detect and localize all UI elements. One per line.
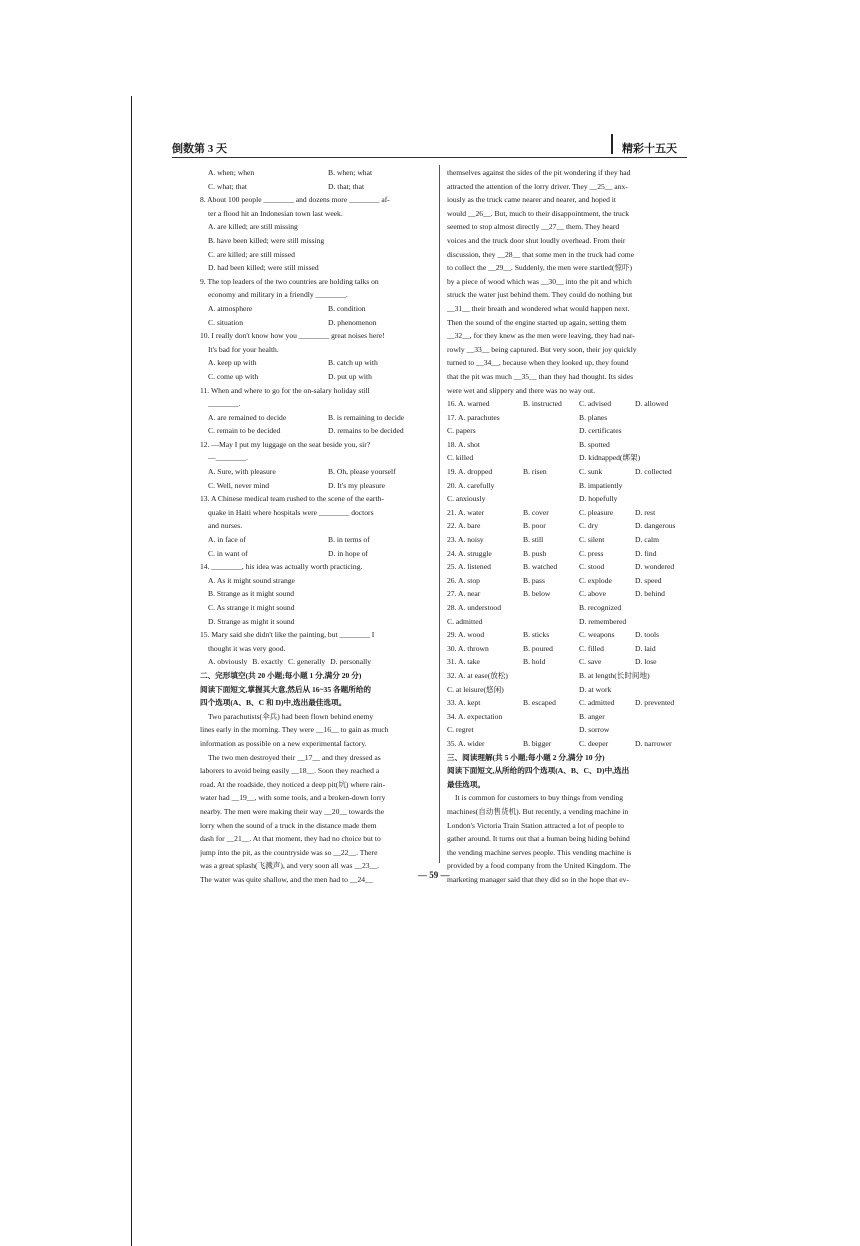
text-line: Two parachutists(伞兵) had been flown behind enemy	[208, 711, 374, 721]
text-line: provided by a food company from the United Kingdom. The	[447, 861, 631, 871]
section-heading: 四个选项(A、B、C 和 D)中,选出最佳选项。	[200, 698, 347, 708]
answer-options	[200, 479, 433, 493]
text-line: quake in Haiti where hospitals were ________ doctors	[208, 507, 374, 517]
text-line: that the pit was much __35__ than they had thought. Its sides	[447, 371, 634, 381]
option: C. killed	[447, 453, 474, 463]
option: B. cover	[523, 507, 549, 517]
option: C. save	[579, 657, 602, 667]
text-line: It is common for customers to buy things from vending	[455, 793, 624, 803]
text-line: water had __19__, with some tools, and a broken-down lorry	[200, 793, 386, 803]
option: D. speed	[635, 575, 662, 585]
option: D. put up with	[328, 371, 372, 381]
answer-options	[447, 560, 687, 574]
answer-options	[447, 615, 687, 629]
answer-options	[200, 180, 433, 194]
text-line: was a great splash(飞溅声), and very soon all was __23__.	[200, 861, 380, 871]
option: C. press	[579, 548, 604, 558]
option: C. Well, never mind	[208, 480, 270, 490]
text-line: were wet and slippery and there was no way out.	[447, 385, 596, 395]
answer-options	[447, 601, 687, 615]
option: B. condition	[328, 303, 366, 313]
answer-options	[447, 533, 687, 547]
text-line: economy and military in a friendly ________.	[208, 290, 348, 300]
text-line: iously as the truck came nearer and nearer, and hoped it	[447, 195, 617, 205]
text-line: C. are killed; are still missed	[208, 249, 295, 259]
answer-options	[447, 574, 687, 588]
option	[523, 601, 579, 615]
option: C. deeper	[579, 738, 609, 748]
option: A. are remained to decide	[208, 412, 287, 422]
option: D. allowed	[635, 399, 669, 409]
option: D. at work	[579, 684, 612, 694]
page-number: — 59 —	[418, 870, 450, 880]
answer-options	[447, 683, 687, 697]
section-heading: 阅读下面短文,掌握其大意,然后从 16~35 各题所给的	[200, 684, 372, 694]
option	[523, 438, 579, 452]
answer-options	[447, 411, 687, 425]
option: A. in face of	[208, 535, 246, 545]
option: B. is remaining to decide	[328, 412, 405, 422]
option: 35. A. wider	[447, 738, 485, 748]
text-line: 9. The top leaders of the two countries are holding talks on	[200, 276, 379, 286]
text-line: lines early in the morning. They were __16__ to gain as much	[200, 725, 389, 735]
option: D. dangerous	[635, 521, 676, 531]
right-column	[447, 166, 687, 886]
option: D. remains to be decided	[328, 426, 404, 436]
answer-options	[447, 723, 687, 737]
option: B. in terms of	[328, 535, 370, 545]
text-line: seemed to stop almost directly __27__ them. They heard	[447, 222, 620, 232]
option: D. hopefully	[579, 494, 618, 504]
answer-options	[200, 166, 433, 180]
option: D. find	[635, 548, 657, 558]
text-line: The water was quite shallow, and the men had to __24__	[200, 874, 373, 884]
text-line: dash for __21__. At that moment, they had no choice but to	[200, 834, 381, 844]
option: 21. A. water	[447, 507, 485, 517]
text-line: information as possible on a new experimental factory.	[200, 738, 367, 748]
option: D. wondered	[635, 562, 675, 572]
answer-options	[447, 669, 687, 683]
option: D. lose	[635, 657, 657, 667]
option: 31. A. take	[447, 657, 480, 667]
text-line: laborers to avoid being easily __18__. Soon they reached a	[200, 766, 380, 776]
option: 16. A. warned	[447, 399, 490, 409]
option: C. papers	[447, 426, 476, 436]
text-line: ter a flood hit an Indonesian town last week.	[208, 208, 343, 218]
text-line: machines(自动售货机). But recently, a vending machine in	[447, 806, 629, 816]
option: B. push	[523, 548, 547, 558]
option: C. dry	[579, 521, 598, 531]
answer-options	[447, 424, 687, 438]
text-line: thought it was very good.	[208, 643, 286, 653]
text-line: to collect the __29__. Suddenly, the men were startled(惊吓)	[447, 263, 633, 273]
option: C. above	[579, 589, 606, 599]
left-column	[200, 166, 433, 886]
option: B. hold	[523, 657, 546, 667]
answer-options	[200, 465, 433, 479]
text-line: C. As strange it might sound	[208, 603, 295, 612]
option: B. recognized	[579, 603, 622, 612]
option: 33. A. kept	[447, 698, 481, 708]
text-line: It's bad for your health.	[208, 344, 279, 354]
option: D. It's my pleasure	[328, 480, 386, 490]
option: 26. A. stop	[447, 575, 480, 585]
option: C. admitted	[579, 698, 615, 708]
option	[523, 723, 579, 737]
option: B. at length(长时间地)	[579, 670, 650, 680]
option: D. collected	[635, 467, 672, 477]
answer-options	[447, 655, 687, 669]
option: B. still	[523, 535, 544, 545]
option	[523, 479, 579, 493]
text-line: struck the water just behind them. They could do nothing but	[447, 290, 633, 300]
section-heading: 最佳选项。	[447, 779, 485, 789]
option: B. escaped	[523, 698, 556, 708]
text-line: themselves against the sides of the pit wondering if they had	[447, 168, 631, 177]
answer-options	[200, 411, 433, 425]
answer-options	[200, 547, 433, 561]
option: B. sticks	[523, 630, 550, 640]
option: 17. A. parachutes	[447, 412, 500, 422]
option: D. kidnapped(绑架)	[579, 453, 641, 463]
answer-options	[447, 465, 687, 479]
option: B. exactly	[252, 657, 284, 667]
text-line: by a piece of wood which was __30__ into the pit and which	[447, 276, 632, 286]
text-line: A. As it might sound strange	[208, 575, 295, 585]
option: D. in hope of	[328, 548, 369, 558]
option: D. sorrow	[579, 725, 610, 735]
option: A. atmosphere	[208, 303, 253, 313]
answer-options	[447, 696, 687, 710]
option: 19. A. dropped	[447, 467, 493, 477]
option: A. when; when	[208, 168, 255, 177]
option: 30. A. thrown	[447, 643, 489, 653]
option: C. silent	[579, 535, 605, 545]
option: B. spotted	[579, 439, 610, 449]
option: C. admitted	[447, 616, 483, 626]
text-line: rowly __33__ being captured. But very soon, their joy quickly	[447, 344, 637, 354]
option	[523, 669, 579, 683]
answer-options	[447, 642, 687, 656]
section-heading: 三、阅读理解(共 5 小题;每小题 2 分,满分 10 分)	[447, 752, 605, 762]
section-heading: 二、完形填空(共 20 小题;每小题 1 分,满分 20 分)	[200, 670, 362, 680]
text-line: 14. ________, his idea was actually worth practicing.	[200, 562, 363, 572]
option	[523, 683, 579, 697]
text-line: would __26__. But, much to their disappointment, the truck	[447, 208, 630, 218]
option: D. personally	[330, 657, 372, 667]
answer-options	[447, 397, 687, 411]
option	[523, 411, 579, 425]
text-line: voices and the truck door shut loudly overhead. From their	[447, 235, 626, 245]
option: D. phenomenon	[328, 317, 377, 327]
answer-options	[447, 737, 687, 751]
answer-options	[447, 628, 687, 642]
option: A. Sure, with pleasure	[208, 467, 276, 477]
option: C. advised	[579, 399, 612, 409]
option: C. filled	[579, 643, 604, 653]
option: 25. A. listened	[447, 562, 491, 572]
option	[523, 424, 579, 438]
answer-options	[447, 519, 687, 533]
option: D. remembered	[579, 616, 627, 626]
option: D. that; that	[328, 181, 365, 191]
option: B. poured	[523, 643, 553, 653]
answer-options	[200, 370, 433, 384]
option: B. planes	[579, 412, 608, 422]
answer-options	[200, 356, 433, 370]
answer-options	[200, 655, 433, 669]
option	[523, 492, 579, 506]
section-heading: 阅读下面短文,从所给的四个选项(A、B、C、D)中,选出	[447, 766, 630, 776]
text-line: __31__ their breath and wondered what would happen next.	[447, 303, 630, 313]
option: C. what; that	[208, 181, 248, 191]
option: A. keep up with	[208, 358, 257, 368]
option: D. prevented	[635, 698, 675, 708]
text-line: nearby. The men were making their way __20__ towards the	[200, 806, 385, 816]
option: D. tools	[635, 630, 660, 640]
header-left: 倒数第 3 天	[172, 143, 227, 155]
option: B. below	[523, 589, 551, 599]
text-line: 8. About 100 people ________ and dozens more ________ af-	[200, 195, 390, 205]
option: 34. A. expectation	[447, 711, 503, 721]
option: B. Oh, please yourself	[328, 467, 396, 477]
option: C. come up with	[208, 371, 259, 381]
option: B. anger	[579, 711, 605, 721]
option: D. certificates	[579, 426, 622, 436]
option: 29. A. wood	[447, 630, 485, 640]
text-line: attracted the attention of the lorry driver. They __25__ anx-	[447, 181, 628, 191]
answer-options	[200, 316, 433, 330]
option: B. poor	[523, 521, 546, 531]
answer-options	[447, 479, 687, 493]
text-line: D. Strange as might it sound	[208, 616, 295, 626]
option	[523, 710, 579, 724]
text-line: London's Victoria Train Station attracted a lot of people to	[447, 820, 624, 830]
text-line: D. had been killed; were still missed	[208, 263, 319, 273]
option: D. rest	[635, 507, 656, 517]
text-line: jump into the pit, as the countryside was so __22__. There	[200, 847, 378, 857]
text-line: 10. I really don't know how you ________ great noises here!	[200, 331, 385, 341]
text-line: and nurses.	[208, 521, 243, 531]
option: C. remain to be decided	[208, 426, 281, 436]
column-divider	[439, 165, 440, 863]
option: C. sunk	[579, 467, 603, 477]
option	[523, 615, 579, 629]
answer-options	[447, 438, 687, 452]
text-line: gather around. It turns out that a human being hiding behind	[447, 834, 630, 844]
header-rule	[172, 157, 687, 158]
option: B. bigger	[523, 738, 552, 748]
option: 27. A. near	[447, 589, 481, 599]
text-line: The two men destroyed their __17__ and they dressed as	[208, 752, 381, 762]
text-line: discussion, they __28__ that some men in the truck had come	[447, 249, 635, 259]
option: B. catch up with	[328, 358, 378, 368]
binding-margin-rule	[131, 96, 132, 1246]
answer-options	[447, 506, 687, 520]
option: D. narrower	[635, 738, 672, 748]
text-line: ________.	[208, 399, 241, 409]
option: C. in want of	[208, 548, 248, 558]
text-line: marketing manager said that they did so in the hope that ev-	[447, 874, 629, 884]
answer-options	[447, 547, 687, 561]
answer-options	[200, 533, 433, 547]
option: C. pleasure	[579, 507, 614, 517]
answer-options	[447, 710, 687, 724]
option: C. anxiously	[447, 494, 486, 504]
option: B. instructed	[523, 399, 562, 409]
text-line: —________.	[208, 453, 248, 463]
answer-options	[447, 492, 687, 506]
header-right-bar	[611, 134, 613, 154]
option: B. when; what	[328, 168, 373, 177]
text-line: __32__, for they knew as the men were leaving, they had nar-	[447, 331, 635, 341]
option: B. risen	[523, 467, 547, 477]
option: C. regret	[447, 725, 474, 735]
text-line: 13. A Chinese medical team rushed to the scene of the earth-	[200, 494, 384, 504]
option: B. pass	[523, 575, 545, 585]
option: A. obviously	[208, 657, 248, 667]
option: D. behind	[635, 589, 665, 599]
option: C. generally	[288, 657, 326, 667]
option	[523, 451, 579, 465]
text-line: Then the sound of the engine started up again, setting them	[447, 317, 627, 327]
option: C. situation	[208, 317, 244, 327]
option: C. stood	[579, 562, 605, 572]
text-line: A. are killed; are still missing	[208, 222, 298, 232]
option: 20. A. carefully	[447, 480, 495, 490]
answer-options	[200, 302, 433, 316]
option: C. explode	[579, 575, 612, 585]
option: D. calm	[635, 535, 660, 545]
option: 24. A. struggle	[447, 548, 492, 558]
text-line: B. have been killed; were still missing	[208, 235, 325, 245]
text-line: turned to __34__, because when they looked up, they found	[447, 358, 629, 368]
option: B. watched	[523, 562, 558, 572]
text-line: B. Strange as it might sound	[208, 589, 295, 599]
text-line: 11. When and where to go for the on-salary holiday still	[200, 385, 370, 395]
option: C. at leisure(悠闲)	[447, 684, 504, 694]
text-line: road. At the roadside, they noticed a deep pit(坑) where rain-	[200, 779, 386, 789]
answer-options	[447, 451, 687, 465]
option: 28. A. understood	[447, 603, 501, 612]
option: 22. A. bare	[447, 521, 481, 531]
option: 32. A. at ease(放松)	[447, 670, 508, 680]
text-line: the vending machine serves people. This vending machine is	[447, 847, 632, 857]
option: C. weapons	[579, 630, 615, 640]
text-line: 12. —May I put my luggage on the seat beside you, sir?	[200, 439, 371, 449]
answer-options	[447, 587, 687, 601]
option: B. impatiently	[579, 480, 623, 490]
text-line: lorry when the sound of a truck in the distance made them	[200, 820, 377, 830]
text-line: 15. Mary said she didn't like the painting, but ________ I	[200, 630, 375, 640]
answer-options	[200, 424, 433, 438]
header-right: 精彩十五天	[622, 143, 677, 155]
option: 23. A. noisy	[447, 535, 484, 545]
option: 18. A. shot	[447, 439, 480, 449]
option: D. laid	[635, 643, 656, 653]
